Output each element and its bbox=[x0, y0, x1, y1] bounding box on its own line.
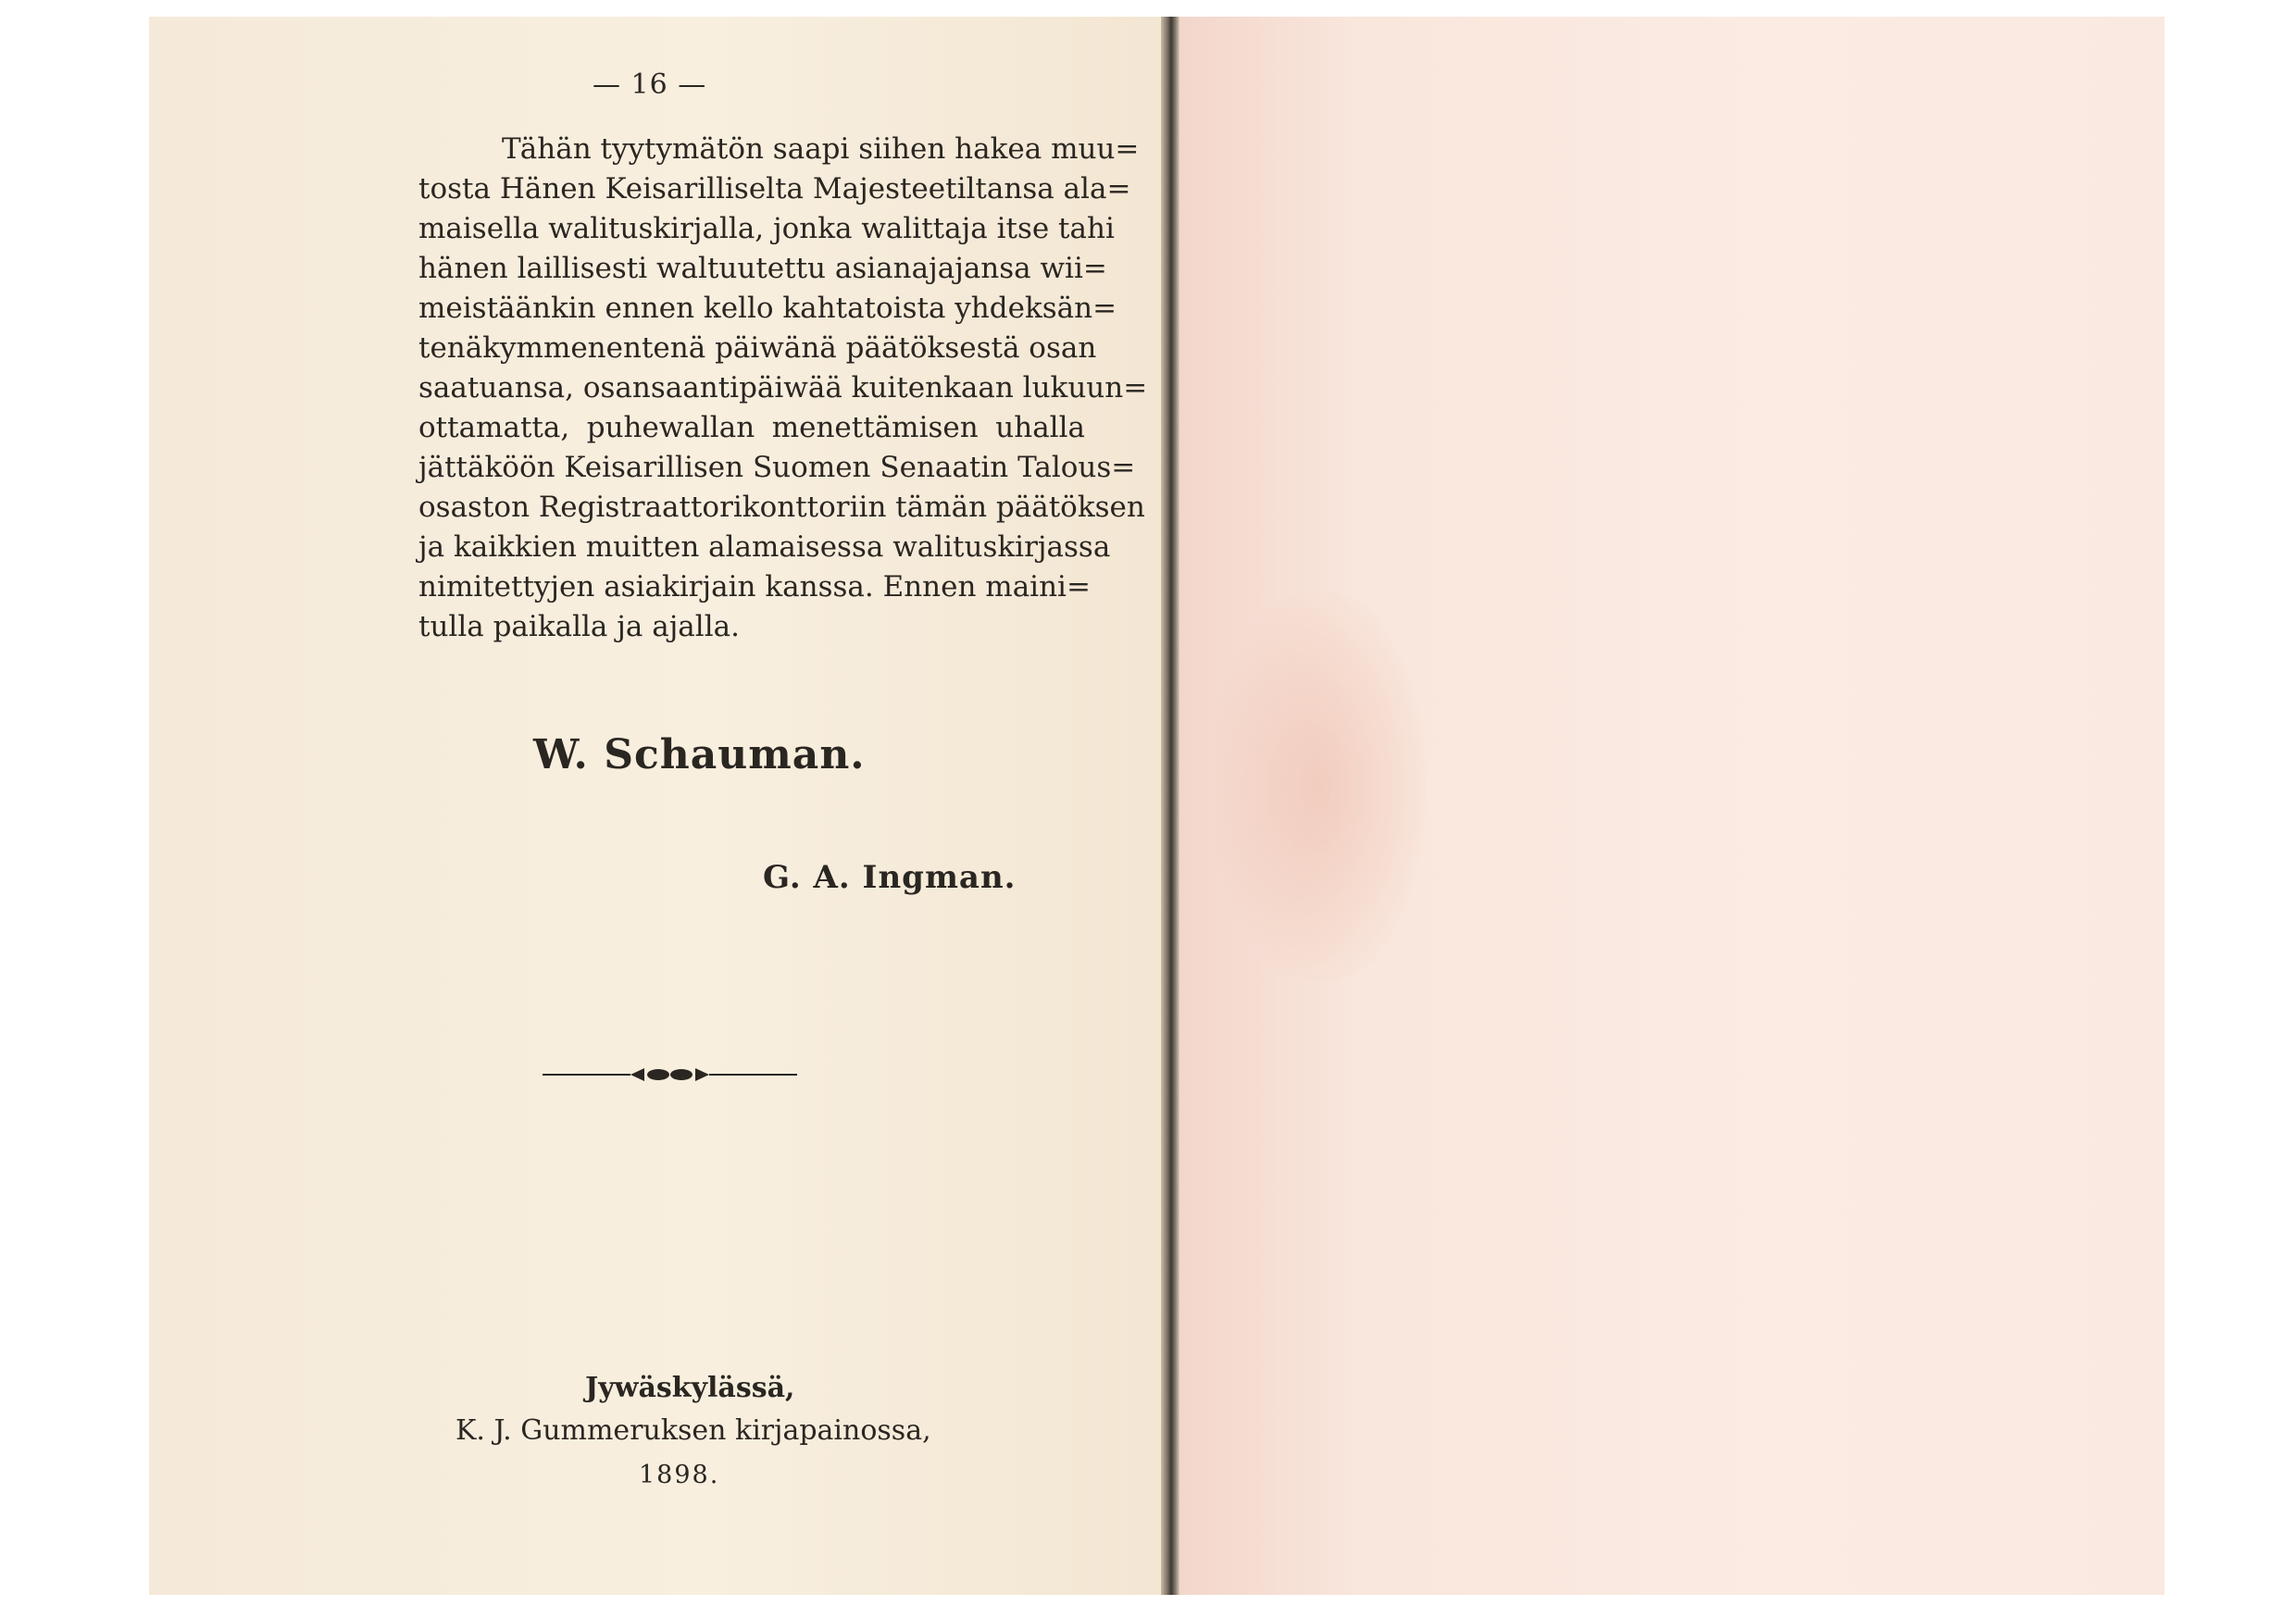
body-line: jättäköön Keisarillisen Suomen Senaatin Talous= bbox=[418, 451, 1136, 484]
body-line: nimitettyjen asiakirjain kanssa. Ennen maini= bbox=[418, 570, 1091, 604]
body-line: tenäkymmenentenä päiwänä päätöksestä osan bbox=[418, 331, 1097, 365]
signature-schauman: W. Schauman. bbox=[533, 731, 866, 778]
body-line: tulla paikalla ja ajalla. bbox=[418, 610, 740, 643]
body-line: ottamatta, puhewallan menettämisen uhalla bbox=[418, 411, 1085, 444]
body-line: Tähän tyytymätön saapi siihen hakea muu= bbox=[502, 132, 1140, 166]
body-line: hänen laillisesti waltuutettu asianajajansa wii= bbox=[418, 252, 1107, 285]
imprint-year: 1898. bbox=[639, 1461, 720, 1489]
imprint-printer: K. J. Gummeruksen kirjapainossa, bbox=[455, 1414, 931, 1447]
book-gutter bbox=[1161, 17, 1179, 1595]
body-line: ja kaikkien muitten alamaisessa walituskirjassa bbox=[418, 530, 1111, 564]
page-number: — 16 — bbox=[593, 68, 707, 101]
body-line: meistäänkin ennen kello kahtatoista yhdeksän= bbox=[418, 292, 1117, 325]
signature-ingman: G. A. Ingman. bbox=[763, 859, 1017, 896]
body-text bbox=[418, 130, 1148, 647]
body-line: maisella walituskirjalla, jonka walittaja itse tahi bbox=[418, 212, 1115, 245]
body-line: tosta Hänen Keisarilliselta Majesteetiltansa ala= bbox=[418, 172, 1131, 205]
imprint-place: Jywäskylässä, bbox=[585, 1372, 795, 1404]
printer-ornament-rule-icon bbox=[543, 1063, 797, 1087]
body-line: saatuansa, osansaantipäiwää kuitenkaan lukuun= bbox=[418, 371, 1148, 404]
body-line: osaston Registraattorikonttoriin tämän päätöksen bbox=[418, 491, 1145, 524]
paper-stain bbox=[1213, 592, 1426, 981]
